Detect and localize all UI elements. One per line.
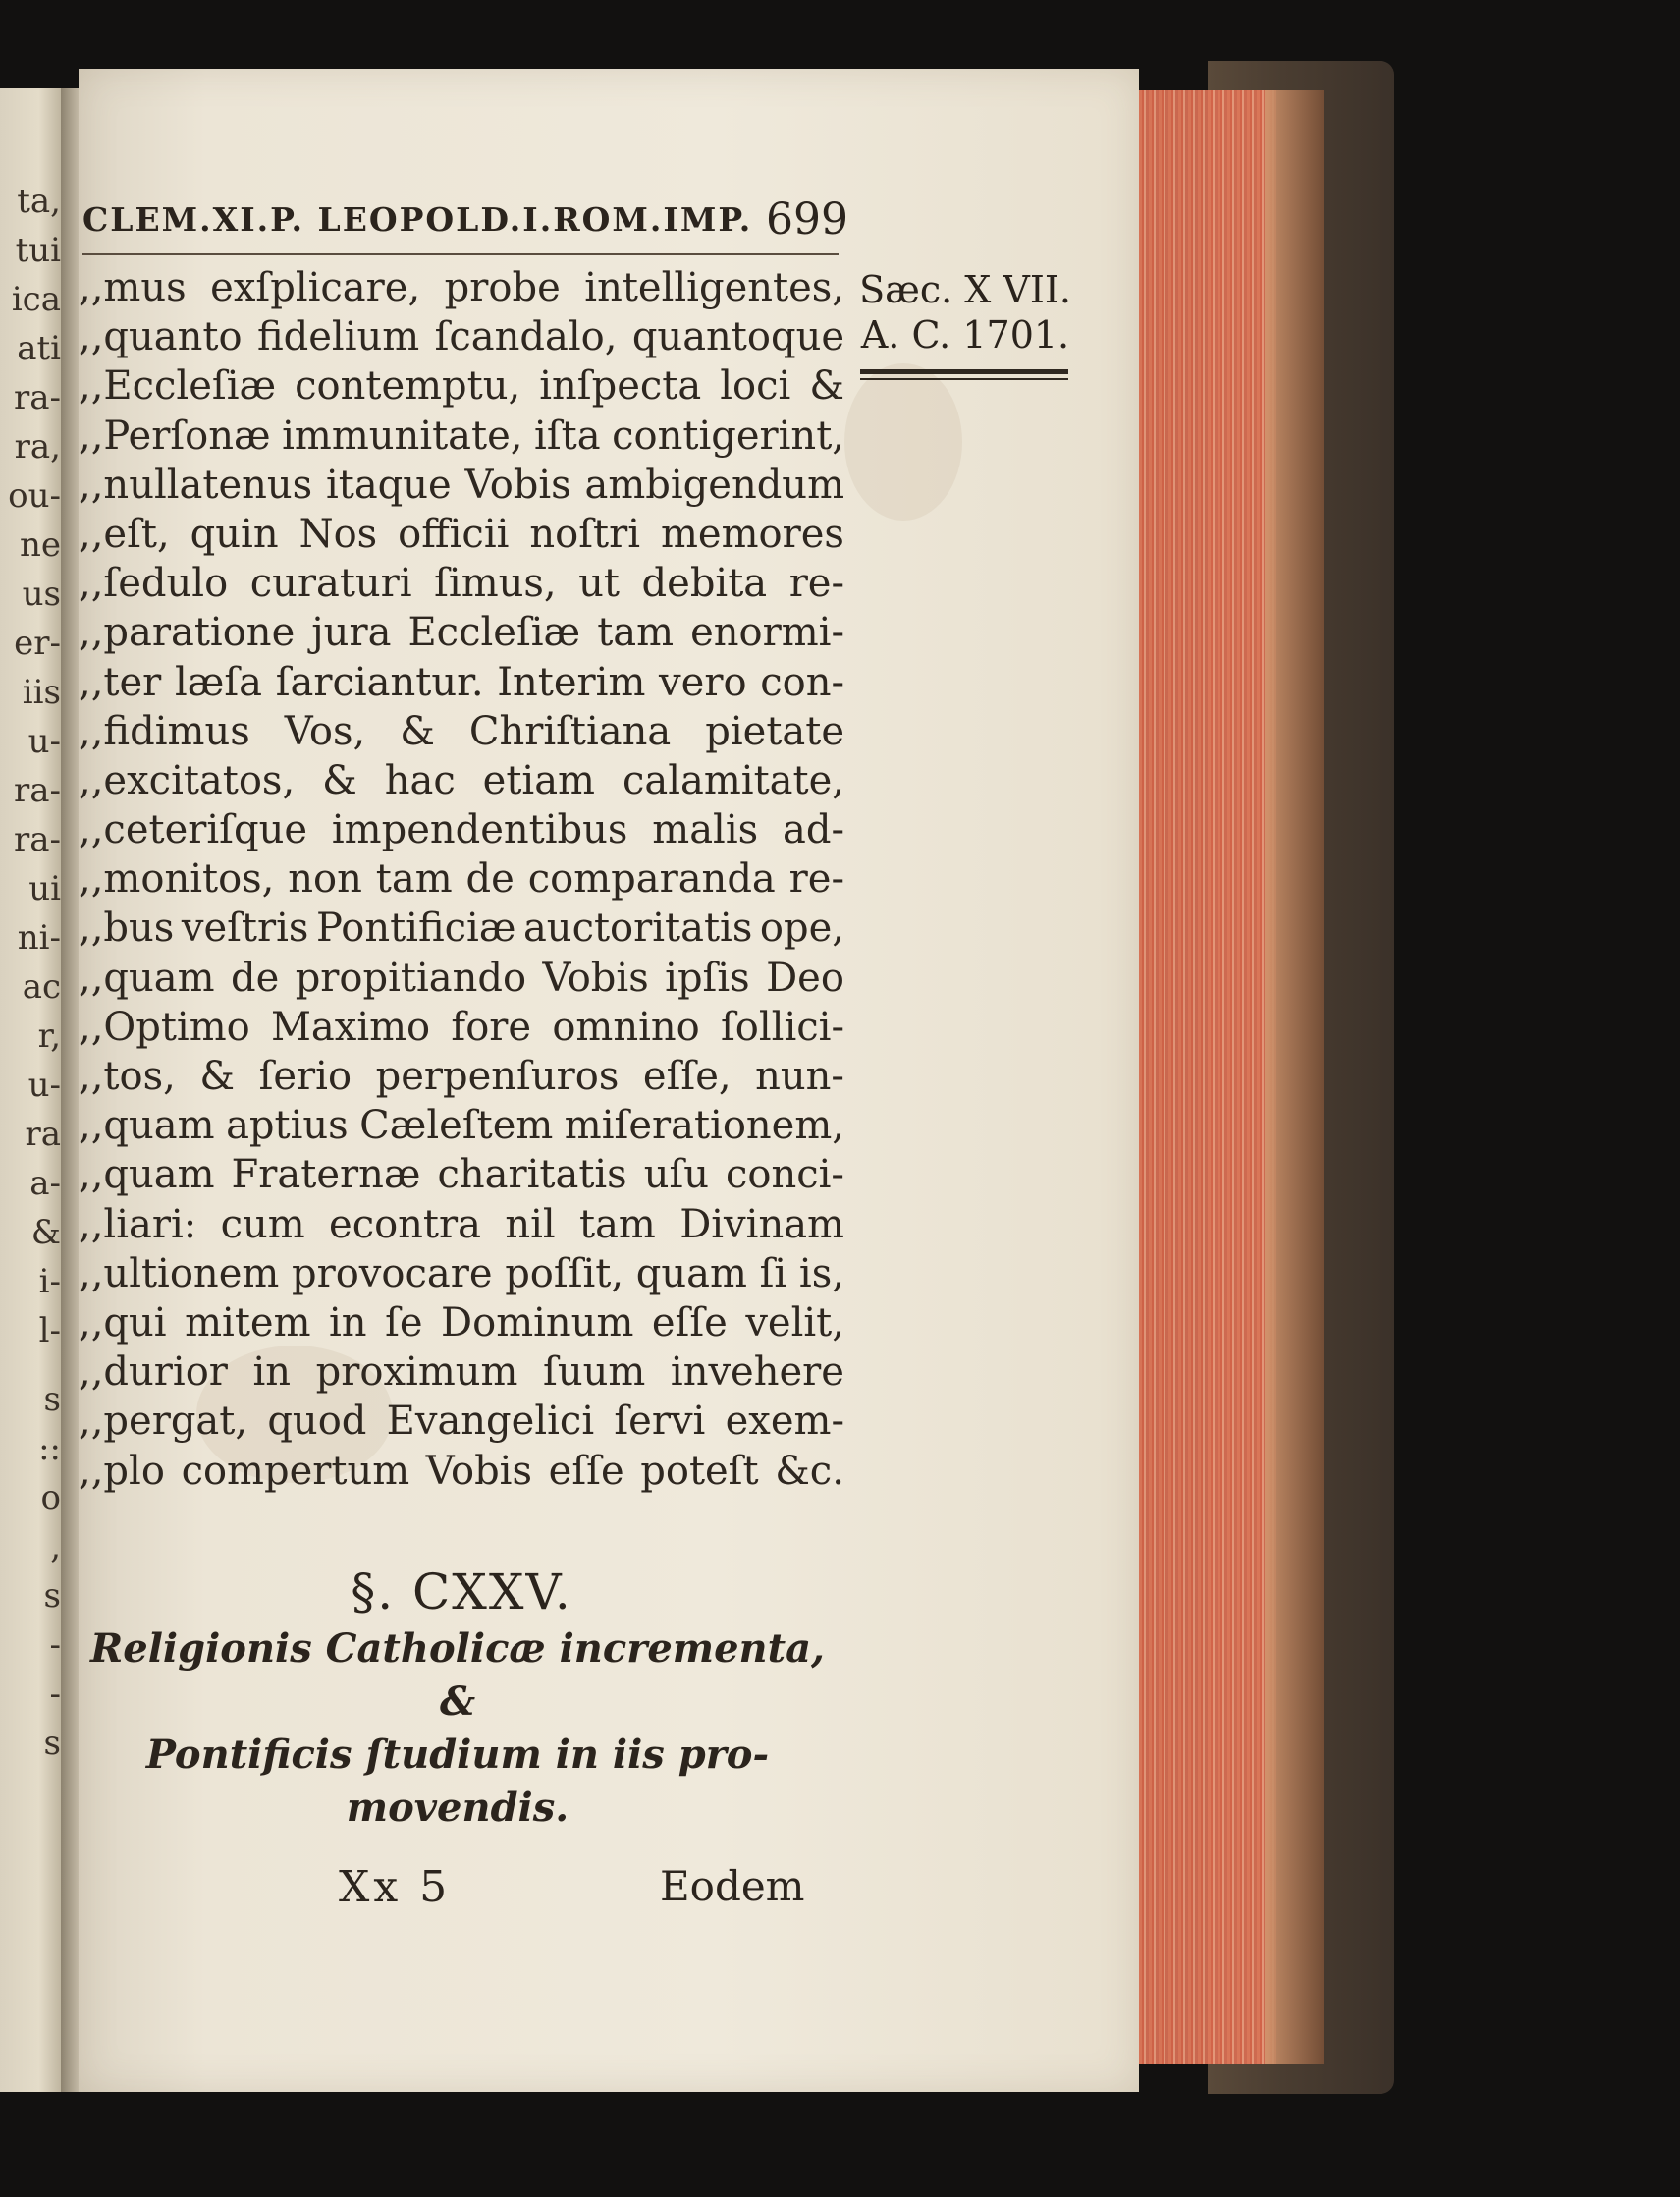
margin-note-century: Sæc. X VII.: [859, 268, 1071, 311]
text-line: ,,qui mitem in ſe Dominum eſſe velit,: [79, 1299, 844, 1346]
running-head: [82, 194, 848, 247]
facing-page-text: ne: [19, 525, 61, 565]
signature-mark: Xx 5: [339, 1862, 452, 1912]
facing-page-text: ra-: [13, 378, 61, 417]
text-line: ,,Perſonæ immunitate, iſta contigerint,: [79, 412, 844, 459]
text-line: ,,Optimo Maximo fore omnino ſollici-: [79, 1004, 844, 1050]
facing-page-text: ra: [25, 1115, 61, 1154]
text-line: ,,nullatenus itaque Vobis ambigendum: [79, 462, 844, 508]
text-line: ,,fidimus Vos, & Chriſtiana pietate: [79, 708, 844, 754]
text-line: ,,quam aptius Cæleſtem miſerationem,: [79, 1103, 844, 1149]
facing-page-text: ac: [22, 967, 61, 1007]
catchword: Eodem: [660, 1862, 805, 1910]
margin-note-rule-thin: [860, 378, 1068, 380]
facing-page-text: a-: [29, 1164, 61, 1203]
text-line: ,,monitos, non tam de comparanda re-: [79, 856, 844, 903]
text-line: ,,quam Fraternæ charitatis uſu conci-: [79, 1152, 844, 1198]
facing-page-text: ni-: [17, 918, 61, 958]
text-line: ,,excitatos, & hac etiam calamitate,: [79, 757, 844, 803]
facing-page-text: ta,: [17, 182, 61, 221]
page-edge-shadow: [1265, 90, 1324, 2064]
text-line: ,,ter læſa ſarciantur. Interim vero con-: [79, 659, 844, 705]
text-line: ,,quam de propitiando Vobis ipſis Deo: [79, 955, 844, 1001]
facing-page-text: ra,: [14, 427, 61, 467]
heading-line: movendis.: [346, 1785, 569, 1831]
text-line: ,,pergat, quod Evangelici ſervi exem-: [79, 1399, 844, 1445]
heading-line: Pontificis ſtudium in iis pro-: [145, 1731, 770, 1778]
facing-page-text: -: [49, 1625, 61, 1665]
margin-note-rule: [860, 369, 1068, 374]
facing-page-text: u-: [27, 722, 61, 761]
facing-page-text: l-: [38, 1311, 61, 1350]
text-line: ,,quanto fidelium ſcandalo, quantoque: [79, 314, 844, 360]
facing-page-text: o: [40, 1478, 61, 1517]
facing-page-text: ica: [11, 280, 61, 319]
facing-page-text: &: [30, 1213, 61, 1252]
facing-page-text: ra-: [13, 771, 61, 810]
text-line: ,,plo compertum Vobis eſſe poteſt &c.: [79, 1448, 844, 1494]
margin-note-year: A. C. 1701.: [860, 313, 1070, 357]
text-line: ,,bus veſtris Pontificiæ auctoritatis ope,: [79, 906, 844, 952]
facing-page-text: -: [49, 1675, 61, 1714]
text-line: ,,ultionem provocare poſſit, quam ſi is,: [79, 1250, 844, 1296]
facing-page-text: ,: [50, 1527, 61, 1566]
heading-line: Religionis Catholicæ incrementa, &: [90, 1625, 825, 1725]
facing-page-text: er-: [14, 624, 61, 663]
facing-page-fragment: [0, 88, 65, 2092]
facing-page-text: ou-: [8, 476, 61, 516]
facing-page-text: ati: [17, 329, 61, 368]
text-line: ,,mus exſplicare, probe intelligentes,: [79, 265, 844, 310]
facing-page-text: ui: [28, 869, 61, 908]
facing-page-text: ::: [38, 1429, 61, 1468]
text-line: ,,ceteriſque impendentibus malis ad-: [79, 807, 844, 853]
facing-page-text: s: [43, 1576, 61, 1616]
margin-note: [852, 267, 1078, 380]
text-line: ,,Eccleſiæ contemptu, inſpecta loci &: [79, 363, 844, 410]
facing-page-text: ra-: [13, 820, 61, 859]
facing-page-text: i-: [38, 1262, 61, 1301]
text-line: ,,durior in proximum ſuum invehere: [79, 1349, 844, 1396]
page-number: 699: [766, 194, 848, 245]
facing-page-text: tui: [15, 231, 61, 270]
facing-page-text: s: [43, 1724, 61, 1763]
text-line: ,,paratione jura Eccleſiæ tam enormi-: [79, 610, 844, 656]
paper-stain: [844, 363, 962, 521]
body-text: [79, 263, 844, 1496]
facing-page-text: us: [22, 575, 61, 614]
text-line: ,,eſt, quin Nos officii noſtri memores: [79, 511, 844, 557]
facing-page-text: s: [43, 1380, 61, 1419]
section-number: §. CXXV.: [351, 1564, 572, 1620]
text-line: ,,liari: cum econtra nil tam Divinam: [79, 1201, 844, 1247]
facing-page-text: u-: [27, 1066, 61, 1105]
facing-page-text: iis: [22, 673, 61, 712]
head-rule: [82, 253, 839, 255]
text-line: ,,ſedulo curaturi ſimus, ut debita re-: [79, 561, 844, 607]
page-edge-sprinkled: [1129, 90, 1276, 2064]
facing-page-text: r,: [37, 1016, 61, 1056]
text-line: ,,tos, & ſerio perpenſuros eſſe, nun-: [79, 1054, 844, 1099]
section-heading: [75, 1622, 840, 1835]
running-head-text: CLEM.XI.P. LEOPOLD.I.ROM.IMP.: [82, 200, 753, 239]
